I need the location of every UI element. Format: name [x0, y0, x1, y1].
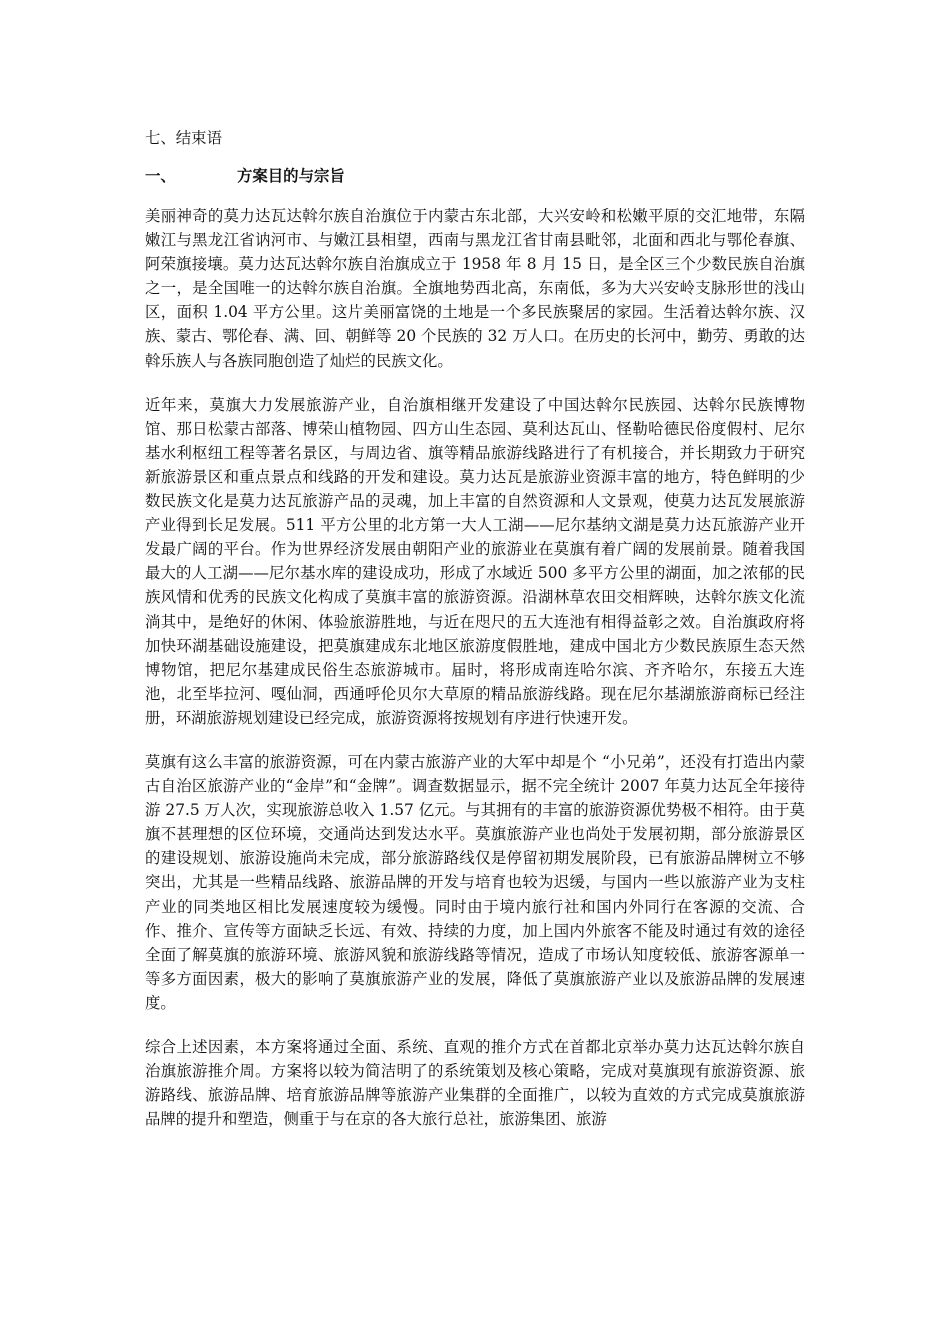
section-title: 方案目的与宗旨 [237, 167, 345, 185]
paragraph-tourism-development: 近年来，莫旗大力发展旅游产业，自治旗相继开发建设了中国达斡尔民族园、达斡尔民族博物馆、那日松蒙古部落、博荣山植物园、四方山生态园、莫利达瓦山、怪勒哈德民俗度假村、尼尔基水利枢纽工程等著名景区，与周边省、旗等精品旅游线路进行了有机接合，并长期致力于研究新旅游景区和重点景点和线路的开发和建设。莫力达瓦是旅游业资源丰富的地方，特色鲜明的少数民族文化是莫力达瓦旅游产品的灵魂，加上丰富的自然资源和人文景观，使莫力达瓦发展旅游产业得到长足发展。511 平方公里的北方第一大人工湖——尼尔基纳文湖是莫力达瓦旅游产业开发最广阔的平台。作为世界经济发展由朝阳产业的旅游业在莫旗有着广阔的发展前景。随着我国最大的人工湖——尼尔基水库的建设成功，形成了水域近 500 多平方公里的湖面，加之浓郁的民族风情和优秀的民族文化构成了莫旗丰富的旅游资源。沿湖林草农田交相辉映，达斡尔族文化流淌其中，是绝好的休闲、体验旅游胜地，与近在咫尺的五大连池有相得益彰之效。自治旗政府将加快环湖基础设施建设，把莫旗建成东北地区旅游度假胜地，建成中国北方少数民族原生态天然博物馆，把尼尔基建成民俗生态旅游城市。届时，将形成南连哈尔滨、齐齐哈尔，东接五大连池，北至毕拉河、嘎仙洞，西通呼伦贝尔大草原的精品旅游线路。现在尼尔基湖旅游商标已经注册，环湖旅游规划建设已经完成，旅游资源将按规划有序进行快速开发。 [145, 395, 805, 727]
section-heading [145, 164, 805, 188]
paragraph-plan-summary: 综合上述因素，本方案将通过全面、系统、直观的推介方式在首都北京举办莫力达瓦达斡尔族自治旗旅游推介周。方案将以较为简洁明了的系统策划及核心策略，完成对莫旗现有旅游资源、旅游路线、旅游品牌、培育旅游品牌等旅游产业集群的全面推广，以较为直效的方式完成莫旗旅游品牌的提升和塑造，侧重于与在京的各大旅行总社，旅游集团、旅游 [145, 1038, 805, 1129]
chapter-title: 七、结束语 [145, 129, 222, 147]
section-number: 一、 [145, 167, 176, 185]
document-page [145, 126, 805, 1151]
paragraph-current-status: 莫旗有这么丰富的旅游资源，可在内蒙古旅游产业的大军中却是个 “小兄弟”，还没有打造出内蒙古自治区旅游产业的“金岸”和“金牌”。调查数据显示，据不完全统计 2007 年莫力达瓦全年接待游 27.5 万人次，实现旅游总收入 1.57 亿元。与其拥有的丰富的旅游资源优势极不相符。由于莫旗不甚理想的区位环境，交通尚达到发达水平。莫旗旅游产业也尚处于发展初期，部分旅游景区的建设规划、旅游设施尚未完成，部分旅游路线仅是停留初期发展阶段，已有旅游品牌树立不够突出，尤其是一些精品线路、旅游品牌的开发与培育也较为迟缓，与国内一些以旅游产业为支柱产业的同类地区相比发展速度较为缓慢。同时由于境内旅行社和国内外同行在客源的交流、合作、推介、宣传等方面缺乏长远、有效、持续的力度，加上国内外旅客不能及时通过有效的途径全面了解莫旗的旅游环境、旅游风貌和旅游线路等情况，造成了市场认知度较低、旅游客源单一等多方面因素，极大的影响了莫旗旅游产业的发展，降低了莫旗旅游产业以及旅游品牌的发展速度。 [145, 752, 805, 1012]
paragraph-intro: 美丽神奇的莫力达瓦达斡尔族自治旗位于内蒙古东北部，大兴安岭和松嫩平原的交汇地带，东隔嫩江与黑龙江省讷河市、与嫩江县相望，西南与黑龙江省甘南县毗邻，北面和西北与鄂伦春旗、阿荣旗接壤。莫力达瓦达斡尔族自治旗成立于 1958 年 8 月 15 日，是全区三个少数民族自治旗之一，是全国唯一的达斡尔族自治旗。全旗地势西北高，东南低，多为大兴安岭支脉形世的浅山区，面积 1.04 平方公里。这片美丽富饶的土地是一个多民族聚居的家园。生活着达斡尔族、汉族、蒙古、鄂伦春、满、回、朝鲜等 20 个民族的 32 万人口。在历史的长河中，勤劳、勇敢的达斡乐族人与各族同胞创造了灿烂的民族文化。 [145, 207, 805, 370]
